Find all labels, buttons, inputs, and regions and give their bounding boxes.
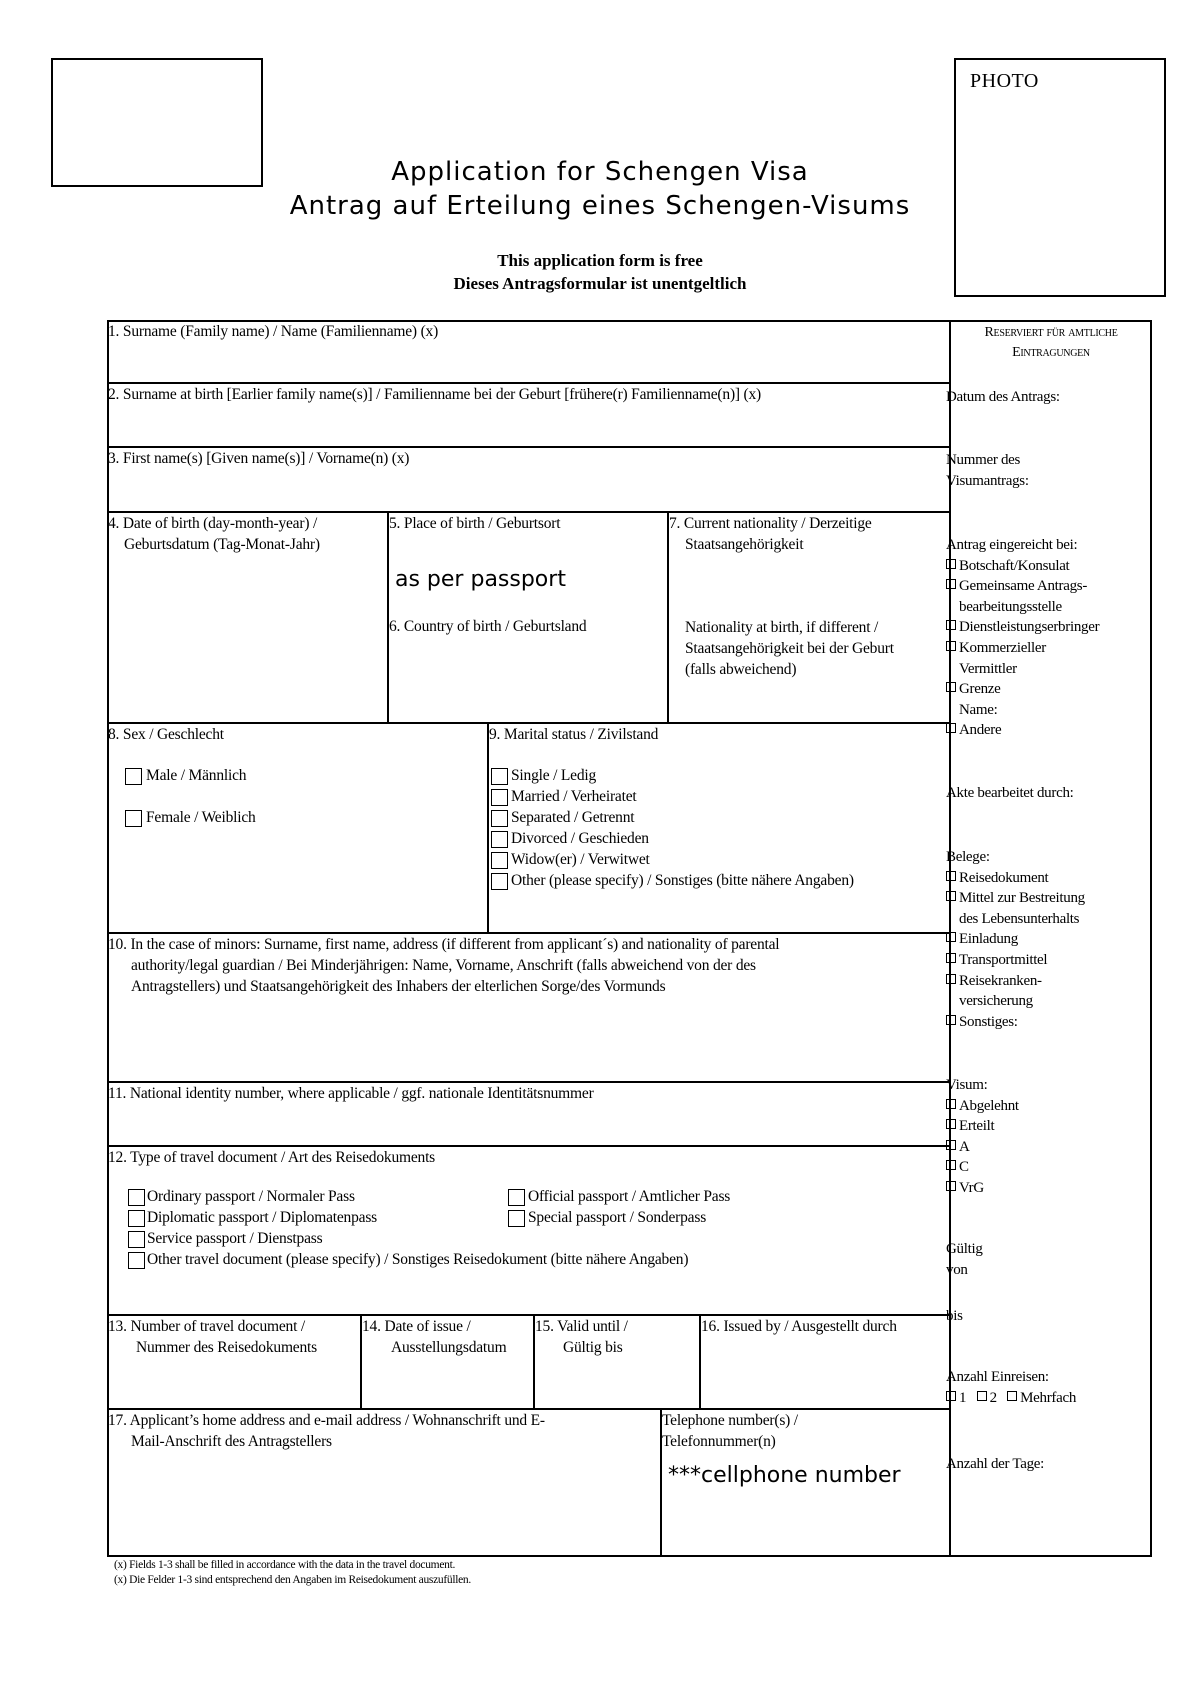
reserved-valid-to: bis [946, 1308, 963, 1324]
marital-separated-checkbox[interactable] [491, 810, 508, 827]
field-4-label-de: Geburtsdatum (Tag-Monat-Jahr) [124, 536, 320, 553]
marital-other-label: Other (please specify) / Sonstiges (bitte nähere Angaben) [511, 872, 854, 889]
title-de: Antrag auf Erteilung eines Schengen-Visums [289, 191, 911, 221]
reserved-documents-list [946, 847, 1154, 1032]
marital-other-checkbox[interactable] [491, 873, 508, 890]
field-4-label: 4. Date of birth (day-month-year) / [108, 515, 318, 532]
doc-official-checkbox[interactable] [508, 1189, 525, 1206]
field-5-label: 5. Place of birth / Geburtsort [389, 515, 561, 532]
reserved-visa-list [946, 1075, 1154, 1199]
sex-female-label: Female / Weiblich [146, 809, 256, 826]
telephone-label-de: Telefonnummer(n) [662, 1433, 776, 1450]
reserved-submitted-item: Gemeinsame Antrags- [946, 576, 1154, 597]
reserved-submitted-item-cont: Name: [959, 701, 998, 718]
reserved-documents-item: Sonstiges: [946, 1012, 1154, 1033]
place-of-birth-value[interactable]: as per passport [395, 567, 566, 592]
marital-single-label: Single / Ledig [511, 767, 597, 784]
doc-diplomatic-checkbox[interactable] [128, 1210, 145, 1227]
sex-male-label: Male / Männlich [146, 767, 247, 784]
doc-diplomatic-label: Diplomatic passport / Diplomatenpass [147, 1209, 378, 1226]
reserved-number-line1: Nummer des [946, 452, 1021, 468]
checkbox-icon[interactable] [946, 953, 956, 963]
reserved-header-line1: Reserviert für amtliche [984, 325, 1118, 340]
checkbox-icon[interactable] [946, 932, 956, 942]
free-notice-de: Dieses Antragsformular ist unentgeltlich [453, 274, 747, 293]
nationality-at-birth-label: Nationality at birth, if different / [685, 619, 879, 636]
checkbox-icon[interactable] [946, 1160, 956, 1170]
checkbox-icon[interactable] [1007, 1391, 1017, 1401]
reserved-submitted-item: Kommerzieller [946, 638, 1154, 659]
checkbox-icon[interactable] [946, 1391, 956, 1401]
reserved-submitted-list [946, 535, 1154, 741]
reserved-entries [946, 1367, 1154, 1408]
field-14-label-de: Ausstellungsdatum [391, 1339, 507, 1356]
field-12-label: 12. Type of travel document / Art des Reisedokuments [108, 1149, 436, 1166]
reserved-visa-label: Visum: [946, 1077, 988, 1093]
checkbox-icon[interactable] [946, 641, 956, 651]
field-11-label: 11. National identity number, where applicable / ggf. nationale Identitätsnummer [108, 1085, 594, 1102]
doc-special-checkbox[interactable] [508, 1210, 525, 1227]
checkbox-icon[interactable] [946, 891, 956, 901]
checkbox-icon[interactable] [946, 1119, 956, 1129]
field-10-label-line2: authority/legal guardian / Bei Minderjährigen: Name, Vorname, Anschrift (falls abweichend von der des [131, 957, 756, 974]
checkbox-icon[interactable] [977, 1391, 987, 1401]
field-16-label: 16. Issued by / Ausgestellt durch [701, 1318, 897, 1335]
reserved-documents-label: Belege: [946, 849, 990, 865]
reserved-visa-item: A [946, 1137, 1154, 1158]
reserved-valid-from: von [946, 1261, 968, 1278]
reserved-documents-item: Reisekranken- [946, 971, 1154, 992]
footnote-de: (x) Die Felder 1-3 sind entsprechend den Angaben im Reisedokument auszufüllen. [114, 1574, 471, 1586]
nationality-at-birth-label-de: Staatsangehörigkeit bei der Geburt [685, 640, 894, 657]
reserved-documents-item: Mittel zur Bestreitung [946, 888, 1154, 909]
checkbox-icon[interactable] [946, 974, 956, 984]
field-14-label: 14. Date of issue / [362, 1318, 471, 1335]
reserved-processed-label: Akte bearbeitet durch: [946, 785, 1074, 801]
field-15-label-de: Gültig bis [563, 1339, 623, 1356]
field-10-label-line3: Antragstellers) und Staatsangehörigkeit des Inhabers der elterlichen Sorge/des Vormunds [131, 978, 666, 995]
reserved-submitted-item: Dienstleistungserbringer [946, 617, 1154, 638]
marital-widowed-checkbox[interactable] [491, 852, 508, 869]
sex-female-checkbox[interactable] [125, 810, 142, 827]
reserved-visa-item: Erteilt [946, 1116, 1154, 1137]
checkbox-icon[interactable] [946, 1140, 956, 1150]
checkbox-icon[interactable] [946, 559, 956, 569]
field-7-label: 7. Current nationality / Derzeitige [669, 515, 872, 532]
field-2-label: 2. Surname at birth [Earlier family name(s)] / Familienname bei der Geburt [frühere(r) Familienname(n)] (x) [108, 386, 762, 403]
field-17-label-de: Mail-Anschrift des Antragstellers [131, 1433, 332, 1450]
reserved-documents-item-cont: versicherung [959, 993, 1033, 1010]
field-1-label: 1. Surname (Family name) / Name (Familienname) (x) [108, 323, 439, 340]
marital-widowed-label: Widow(er) / Verwitwet [511, 851, 650, 868]
doc-service-checkbox[interactable] [128, 1231, 145, 1248]
free-notice-en: This application form is free [497, 251, 703, 270]
checkbox-icon[interactable] [946, 871, 956, 881]
sex-male-checkbox[interactable] [125, 768, 142, 785]
reserved-submitted-item-cont: bearbeitungsstelle [959, 598, 1062, 615]
reserved-documents-item: Reisedokument [946, 868, 1154, 889]
checkbox-icon[interactable] [946, 620, 956, 630]
reserved-entries-label: Anzahl Einreisen: [946, 1369, 1049, 1385]
reserved-entries-options: 1 2 Mehrfach [946, 1388, 1154, 1409]
photo-label: PHOTO [970, 70, 1039, 92]
marital-married-label: Married / Verheiratet [511, 788, 637, 805]
marital-married-checkbox[interactable] [491, 789, 508, 806]
footnote-en: (x) Fields 1-3 shall be filled in accordance with the data in the travel document. [114, 1559, 456, 1571]
marital-divorced-label: Divorced / Geschieden [511, 830, 649, 847]
reserved-submitted-item: Botschaft/Konsulat [946, 556, 1154, 577]
marital-divorced-checkbox[interactable] [491, 831, 508, 848]
doc-ordinary-label: Ordinary passport / Normaler Pass [147, 1188, 355, 1205]
reserved-visa-item: C [946, 1157, 1154, 1178]
reserved-documents-item-cont: des Lebensunterhalts [959, 910, 1080, 927]
field-7-label-de: Staatsangehörigkeit [685, 536, 804, 553]
reserved-number-label [946, 450, 1154, 491]
field-15-label: 15. Valid until / [535, 1318, 628, 1335]
field-6-label: 6. Country of birth / Geburtsland [389, 618, 587, 635]
reserved-documents-item: Transportmittel [946, 950, 1154, 971]
checkbox-icon[interactable] [946, 1015, 956, 1025]
reserved-valid-line: Gültig [946, 1241, 983, 1257]
reserved-documents-item: Einladung [946, 929, 1154, 950]
checkbox-icon[interactable] [946, 579, 956, 589]
reserved-submitted-item-cont: Vermittler [959, 660, 1017, 677]
telephone-value[interactable]: ***cellphone number [668, 1463, 901, 1488]
checkbox-icon[interactable] [946, 1181, 956, 1191]
doc-service-label: Service passport / Dienstpass [147, 1230, 323, 1247]
field-10-label: 10. In the case of minors: Surname, first name, address (if different from applicant´s) and nationality of parental [108, 936, 780, 953]
field-9-label: 9. Marital status / Zivilstand [489, 726, 659, 743]
doc-other-label: Other travel document (please specify) / Sonstiges Reisedokument (bitte nähere Angaben) [147, 1251, 689, 1268]
nationality-at-birth-label-note: (falls abweichend) [685, 661, 797, 678]
doc-official-label: Official passport / Amtlicher Pass [528, 1188, 731, 1205]
reserved-valid-label [946, 1239, 1154, 1280]
doc-other-checkbox[interactable] [128, 1252, 145, 1269]
checkbox-icon[interactable] [946, 1099, 956, 1109]
checkbox-icon[interactable] [946, 723, 956, 733]
reserved-submitted-label: Antrag eingereicht bei: [946, 537, 1078, 553]
doc-special-label: Special passport / Sonderpass [528, 1209, 707, 1226]
reserved-submitted-item: Andere [946, 720, 1154, 741]
checkbox-icon[interactable] [946, 682, 956, 692]
field-8-label: 8. Sex / Geschlecht [108, 726, 224, 743]
reserved-header-line2: Eintragungen [1012, 345, 1090, 360]
reserved-visa-item: VrG [946, 1178, 1154, 1199]
marital-single-checkbox[interactable] [491, 768, 508, 785]
telephone-label: Telephone number(s) / [662, 1412, 798, 1429]
reserved-header [951, 323, 1151, 363]
title-en: Application for Schengen Visa [391, 157, 809, 187]
doc-ordinary-checkbox[interactable] [128, 1189, 145, 1206]
reserved-days-label: Anzahl der Tage: [946, 1456, 1044, 1472]
field-13-label: 13. Number of travel document / [108, 1318, 305, 1335]
reserved-number-line2: Visumantrags: [946, 472, 1029, 489]
reserved-visa-item: Abgelehnt [946, 1096, 1154, 1117]
reserved-date-label: Datum des Antrags: [946, 389, 1060, 405]
field-13-label-de: Nummer des Reisedokuments [136, 1339, 317, 1356]
field-17-label: 17. Applicant’s home address and e-mail address / Wohnanschrift und E- [108, 1412, 545, 1429]
reserved-submitted-item: Grenze [946, 679, 1154, 700]
marital-separated-label: Separated / Getrennt [511, 809, 635, 826]
field-3-label: 3. First name(s) [Given name(s)] / Vorname(n) (x) [108, 450, 410, 467]
